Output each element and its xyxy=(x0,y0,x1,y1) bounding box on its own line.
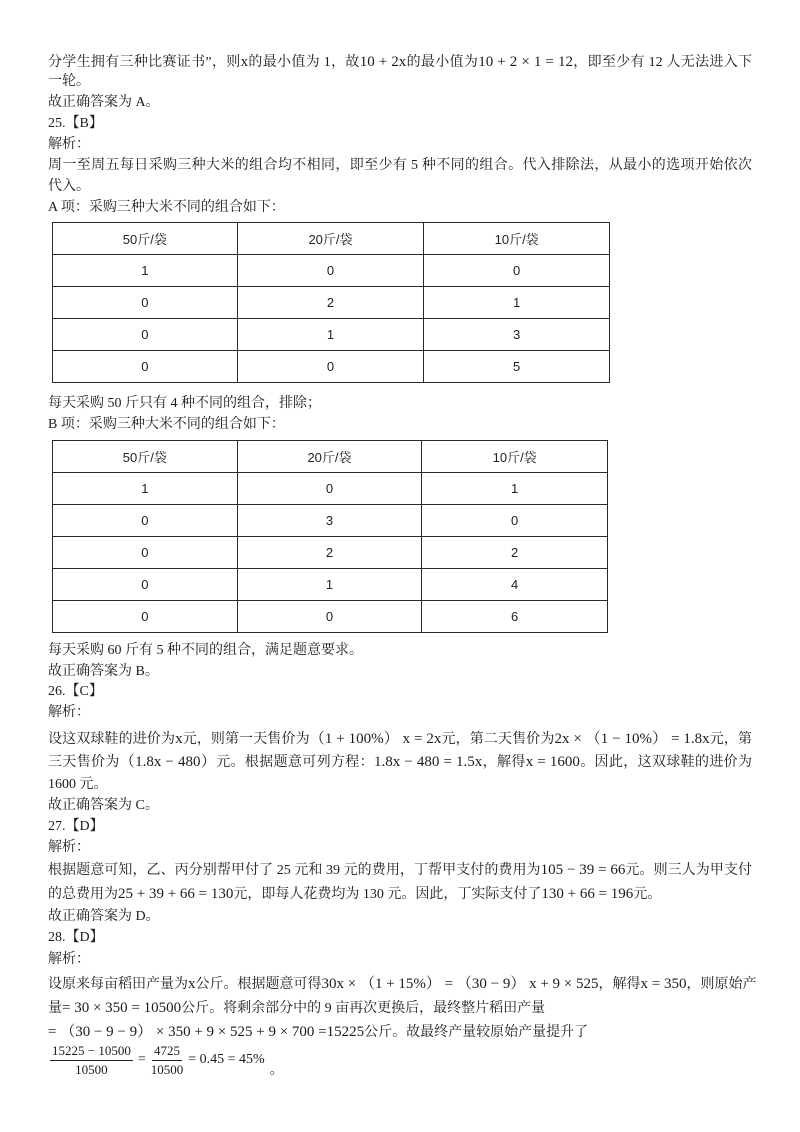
fraction xyxy=(50,1043,133,1078)
table-cell: 2 xyxy=(237,537,422,569)
text-segment: 公斤。将剩余部分中的 9 亩再次更换后，最终整片稻田产量 xyxy=(181,1001,546,1016)
table-cell: 1 xyxy=(237,569,422,601)
table-cell: 0 xyxy=(237,473,422,505)
table-cell: 3 xyxy=(237,505,422,537)
table-cell: 4 xyxy=(422,569,608,601)
math-segment: 1.8x − 480 = 1.5x xyxy=(374,754,483,770)
text-segment: 元。根据题意可列方程： xyxy=(216,755,374,770)
math-segment: x = 1600 xyxy=(525,754,580,770)
equals-sign: = xyxy=(137,1052,146,1067)
math-segment: 2x × （1 − 10%） = 1.8x xyxy=(554,731,710,747)
table-cell: 0 xyxy=(422,505,608,537)
table-cell: 1 xyxy=(424,287,610,319)
table-row xyxy=(53,319,610,351)
q27-line-1 xyxy=(48,860,752,880)
text-segment: 元，第 xyxy=(709,732,753,747)
fraction-numerator: 4725 xyxy=(152,1043,182,1061)
math-segment: 25 + 39 + 66 = 130 xyxy=(118,886,234,902)
table-cell: 0 xyxy=(237,255,424,287)
table-row xyxy=(53,255,610,287)
table-row xyxy=(53,473,608,505)
text-segment: ，解得 xyxy=(482,755,526,770)
table-header-cell: 50斤/袋 xyxy=(53,223,238,255)
table-row xyxy=(53,351,610,383)
math-segment: 130 + 66 = 196 xyxy=(541,886,634,902)
text-segment: 元，则第一天售价为 xyxy=(182,732,310,747)
q28-analysis-label: 解析： xyxy=(48,952,90,967)
q27-line-2 xyxy=(48,884,661,904)
table-cell: 0 xyxy=(237,351,424,383)
table-cell: 2 xyxy=(237,287,424,319)
text-segment: 的总费用为 xyxy=(48,887,118,902)
q28-line-3 xyxy=(48,1022,588,1042)
math-segment: = 30 × 350 = 10500 xyxy=(62,1000,182,1016)
text-segment: ，即至少有 12 人无法进入下 xyxy=(572,55,753,70)
text-segment: ，则原始产 xyxy=(686,977,757,992)
table-cell: 0 xyxy=(53,351,238,383)
table-row xyxy=(53,537,608,569)
math-segment: （1 + 100%） x = 2x xyxy=(309,731,442,747)
text-segment: 元，第二天售价为 xyxy=(441,732,555,747)
intro-line-1 xyxy=(48,52,752,72)
q25-answer: 故正确答案为 B。 xyxy=(48,664,159,679)
table-header-cell: 50斤/袋 xyxy=(53,441,238,473)
q27-analysis-label: 解析： xyxy=(48,840,90,855)
table-cell: 0 xyxy=(424,255,610,287)
text-segment: 元。 xyxy=(633,887,662,902)
q25-para-line-1: 周一至周五每日采购三种大米的组合均不相同，即至少有 5 种不同的组合。代入排除法，从最小的选项开始依次 xyxy=(48,158,752,173)
math-segment: 30x × （1 + 15%） = （30 − 9） x + 9 × 525 xyxy=(321,976,599,992)
q26-answer: 故正确答案为 C。 xyxy=(48,798,159,813)
q26-line-3: 1600 元。 xyxy=(48,777,108,792)
text-segment: 分学生拥有三种比赛证书”，则 xyxy=(48,55,241,70)
q28-heading: 28.【D】 xyxy=(48,930,104,945)
table-header-cell: 10斤/袋 xyxy=(422,441,608,473)
text-segment: 量 xyxy=(48,1001,62,1016)
table-cell: 0 xyxy=(53,601,238,633)
table-cell: 0 xyxy=(53,287,238,319)
table-header-row xyxy=(53,441,608,473)
table-cell: 0 xyxy=(53,319,238,351)
table-cell: 3 xyxy=(424,319,610,351)
intro-line-2: 一轮。 xyxy=(48,74,90,89)
q26-line-1 xyxy=(48,729,752,749)
q25-option-b-note: 每天采购 60 斤有 5 种不同的组合，满足题意要求。 xyxy=(48,643,363,658)
table-header-row xyxy=(53,223,610,255)
fraction xyxy=(151,1043,184,1078)
q25-option-a-intro: A 项：采购三种大米不同的组合如下： xyxy=(48,200,285,215)
text-segment: 公斤。根据题意可得 xyxy=(195,977,322,992)
q25-analysis-label: 解析： xyxy=(48,137,90,152)
table-cell: 0 xyxy=(53,505,238,537)
q25-option-b-intro: B 项：采购三种大米不同的组合如下： xyxy=(48,417,285,432)
table-row xyxy=(53,287,610,319)
table-cell: 6 xyxy=(422,601,608,633)
q25-option-b-table xyxy=(52,440,608,633)
fraction-denominator: 10500 xyxy=(150,1061,184,1077)
math-segment: x xyxy=(175,731,183,747)
table-header-cell: 20斤/袋 xyxy=(237,223,424,255)
q28-result-equation xyxy=(48,1041,284,1079)
text-segment: 三天售价为 xyxy=(48,755,120,770)
text-segment: 元，即每人花费均为 130 元。因此，丁实际支付了 xyxy=(233,887,542,902)
math-segment: 10 + 2x xyxy=(359,54,407,70)
math-segment: （1.8x − 480） xyxy=(119,754,217,770)
q25-para-line-2: 代入。 xyxy=(48,179,90,194)
text-segment: 根据题意可知，乙、丙分别帮甲付了 25 元和 39 元的费用，丁帮甲支付的费用为 xyxy=(48,863,541,878)
math-segment: x xyxy=(240,54,249,70)
table-cell: 1 xyxy=(422,473,608,505)
q28-line-2 xyxy=(48,998,545,1018)
table-row xyxy=(53,505,608,537)
table-cell: 2 xyxy=(422,537,608,569)
text-segment: 设原来每亩稻田产量为 xyxy=(48,977,188,992)
table-header-cell: 10斤/袋 xyxy=(424,223,610,255)
table-cell: 0 xyxy=(53,537,238,569)
math-segment: 10 + 2 × 1 = 12 xyxy=(478,54,573,70)
table-cell: 0 xyxy=(53,569,238,601)
table-cell: 1 xyxy=(237,319,424,351)
result-value: = 0.45 = 45% xyxy=(188,1052,265,1067)
table-cell: 1 xyxy=(53,255,238,287)
fraction-denominator: 10500 xyxy=(75,1061,108,1077)
q25-heading: 25.【B】 xyxy=(48,116,103,131)
math-segment: 105 − 39 = 66 xyxy=(540,862,626,878)
text-segment: 的最小值为 1，故 xyxy=(248,55,360,70)
text-segment: 。因此，这双球鞋的进价为 xyxy=(579,755,753,770)
q25-option-a-table xyxy=(52,222,610,383)
text-segment: 的最小值为 xyxy=(406,55,479,70)
text-segment: 元。则三人为甲支付 xyxy=(625,863,753,878)
fraction-numerator: 15225 − 10500 xyxy=(50,1043,133,1061)
q26-analysis-label: 解析： xyxy=(48,705,90,720)
intro-answer: 故正确答案为 A。 xyxy=(48,95,160,110)
q26-line-2 xyxy=(48,752,752,772)
q26-heading: 26.【C】 xyxy=(48,684,103,699)
q27-heading: 27.【D】 xyxy=(48,819,104,834)
q28-line-1 xyxy=(48,974,757,994)
text-segment: ，解得 xyxy=(598,977,641,992)
table-cell: 0 xyxy=(237,601,422,633)
table-cell: 5 xyxy=(424,351,610,383)
table-cell: 1 xyxy=(53,473,238,505)
math-segment: = （30 − 9 − 9） × 350 + 9 × 525 + 9 × 700 =15225 xyxy=(48,1024,365,1040)
q25-option-a-note: 每天采购 50 斤只有 4 种不同的组合，排除； xyxy=(48,396,321,411)
q27-answer: 故正确答案为 D。 xyxy=(48,909,160,924)
math-segment: x xyxy=(188,976,196,992)
math-segment: x = 350 xyxy=(640,976,687,992)
table-row xyxy=(53,569,608,601)
sentence-end: 。 xyxy=(269,1063,284,1078)
text-segment: 设这双球鞋的进价为 xyxy=(48,732,176,747)
text-segment: 公斤。故最终产量较原始产量提升了 xyxy=(364,1025,589,1040)
table-header-cell: 20斤/袋 xyxy=(237,441,422,473)
table-row xyxy=(53,601,608,633)
